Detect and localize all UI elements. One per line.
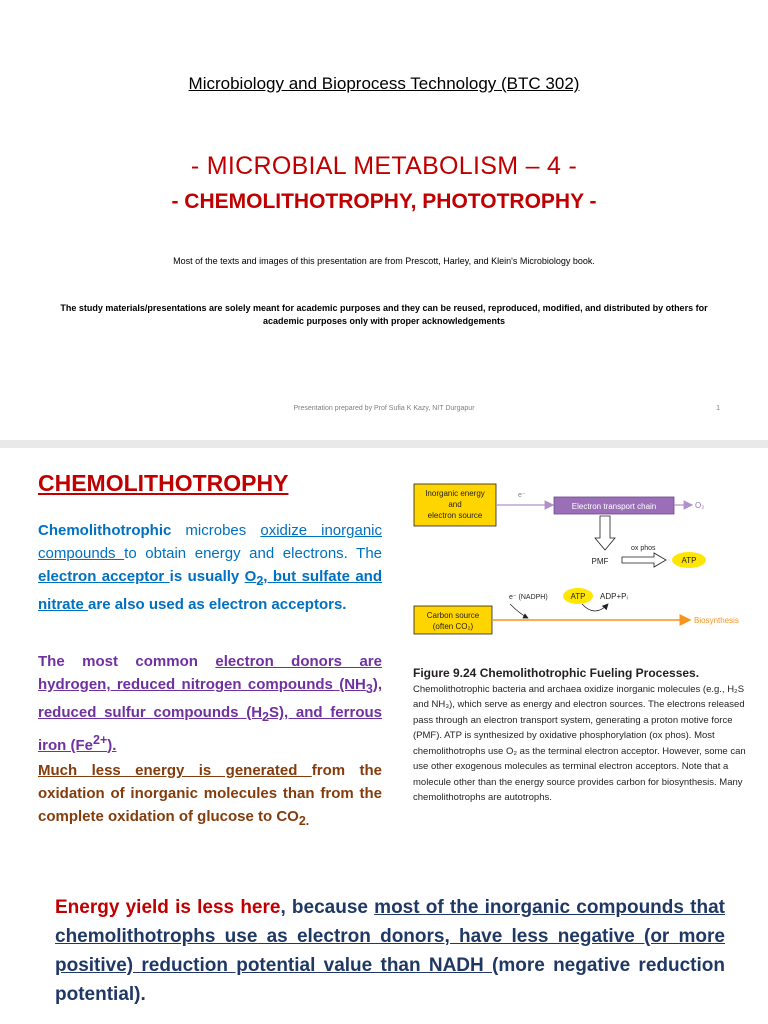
slide-divider xyxy=(0,440,768,448)
caption-body: Chemolithotrophic bacteria and archaea oxidize inorganic molecules (e.g., H₂S and NH₃), which serve as energy and electron sources. The electrons released pass through an electron transport system, generating a proton motive force (PMF). ATP is synthesized by oxidative phosphorylation (ox phos). Most chemolithotrophs use O₂ as the terminal electron acceptor. However, some can use other exogenous molecules as terminal electron acceptors. Note that a molecule other than the energy source provides carbon for biosynthesis. Many chemolithotrophs are autotrophs. xyxy=(413,683,746,803)
usage-note: The study materials/presentations are solely meant for academic purposes and they can be reused, reproduced, modified, and distributed by others for academic purposes only with proper acknowledgements xyxy=(60,303,708,326)
subscript: 2. xyxy=(298,814,310,828)
text: microbes xyxy=(171,522,261,539)
text: is usually xyxy=(169,568,245,585)
text: (more negative reduction potential). xyxy=(55,955,725,1005)
text-underlined: Much less energy is generated xyxy=(38,762,312,779)
subscript: 2 xyxy=(262,710,269,724)
text: ), reduced sulfur compounds (H xyxy=(38,676,382,721)
term: Chemolithotrophic xyxy=(38,522,172,539)
section-heading: CHEMOLITHOTROPHY xyxy=(38,470,289,496)
text: The most common xyxy=(38,653,216,670)
atp-cycle-arrow xyxy=(582,604,608,611)
etc-label: Electron transport chain xyxy=(571,502,657,511)
energy-source-line2: and xyxy=(448,500,462,509)
page-number: 1 xyxy=(716,405,720,412)
label-atp: ATP xyxy=(681,556,697,565)
label-pmf: PMF xyxy=(591,557,609,566)
label-atp-2: ATP xyxy=(570,592,586,601)
text-underlined: electron acceptor xyxy=(38,568,170,585)
energy-source-line3: electron source xyxy=(427,511,483,520)
text: from the oxidation of inorganic molecules than from the complete oxidation of glucose to CO xyxy=(38,762,382,825)
text: , because xyxy=(280,897,375,918)
carbon-source-line1: Carbon source xyxy=(426,611,480,620)
paragraph-energy xyxy=(38,759,382,833)
oxphos-arrow xyxy=(622,553,666,567)
text: to obtain energy and electrons. The xyxy=(124,545,383,562)
sub-title: - CHEMOLITHOTROPHY, PHOTOTROPHY - xyxy=(171,190,597,213)
paragraph-electron-donors xyxy=(38,650,382,757)
subscript: 2 xyxy=(256,574,264,588)
title-slide xyxy=(0,0,768,440)
label-e-nadph: e⁻ (NADPH) xyxy=(509,594,548,601)
subscript: 3 xyxy=(365,682,373,696)
text: S), and ferrous iron (Fe xyxy=(38,704,382,754)
label-e: e⁻ xyxy=(518,492,526,499)
text: ). xyxy=(107,737,117,754)
energy-source-line1: Inorganic energy xyxy=(425,489,485,498)
formula: O xyxy=(244,568,257,585)
label-o2: O₂ xyxy=(695,501,705,510)
label-oxphos: ox phos xyxy=(631,545,656,552)
text: electron donors are hydrogen, reduced nitrogen compounds (NH xyxy=(38,653,382,693)
superscript: 2+ xyxy=(93,733,108,747)
text: , but sulfate and nitrate xyxy=(38,568,382,613)
pmf-down-arrow xyxy=(595,516,615,550)
text-underlined: oxidize inorganic compounds xyxy=(38,522,383,562)
course-title: Microbiology and Bioprocess Technology (BTC 302) xyxy=(188,74,580,93)
caption-title: Figure 9.24 Chemolithotrophic Fueling Processes. xyxy=(413,666,700,680)
text-highlight: Energy yield is less here xyxy=(55,897,281,918)
carbon-source-line2: (often CO₂) xyxy=(432,622,474,631)
text-underlined: most of the inorganic compounds that chemolithotrophs use as electron donors, have less negative (or more positive) reduction potential value than NADH xyxy=(55,897,725,976)
slide-footer: Presentation prepared by Prof Sufia K Kazy, NIT Durgapur xyxy=(293,405,475,412)
label-adp: ADP+Pᵢ xyxy=(600,592,628,601)
source-note: Most of the texts and images of this presentation are from Prescott, Harley, and Klein's Microbiology book. xyxy=(173,256,595,266)
fueling-process-diagram xyxy=(410,480,760,680)
text: are also used as electron acceptors. xyxy=(88,596,347,613)
summary-statement xyxy=(55,893,725,1009)
label-biosynthesis: Biosynthesis xyxy=(694,616,739,625)
main-title: - MICROBIAL METABOLISM – 4 - xyxy=(190,152,578,180)
nadph-arrow xyxy=(510,604,528,618)
figure-caption xyxy=(413,666,758,806)
content-slide xyxy=(0,448,768,1024)
paragraph-definition xyxy=(38,519,382,616)
